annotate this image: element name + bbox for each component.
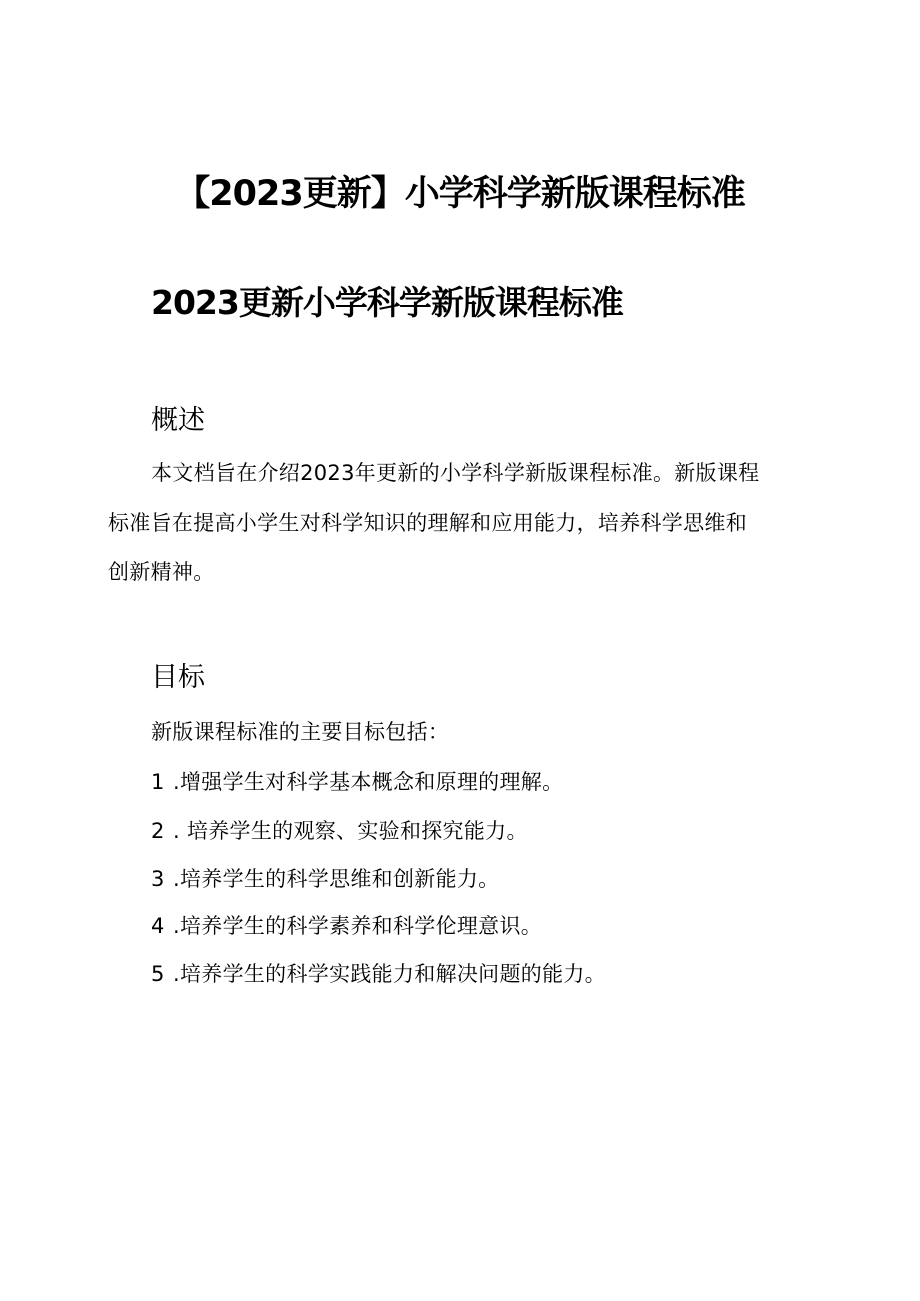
goal-text: .培养学生的科学素养和科学伦理意识。 xyxy=(173,914,543,938)
goal-number: 1 xyxy=(151,770,165,794)
goal-list-item xyxy=(151,863,499,895)
overview-heading: 概述 xyxy=(151,405,205,436)
goal-list-item xyxy=(151,766,563,798)
goal-text: .培养学生的科学思维和创新能力。 xyxy=(173,867,500,891)
document-subtitle: 2023更新小学科学新版课程标准 xyxy=(151,283,623,322)
goal-list-item xyxy=(151,910,542,942)
overview-paragraph-line: 标准旨在提高小学生对科学知识的理解和应用能力，培养科学思维和 xyxy=(108,511,747,535)
goal-text: .增强学生对科学基本概念和原理的理解。 xyxy=(173,770,564,794)
goal-number: 5 xyxy=(151,962,165,986)
goals-heading: 目标 xyxy=(151,662,205,693)
goal-number: 2 xyxy=(151,819,165,843)
goal-list-item xyxy=(151,958,606,990)
goals-intro: 新版课程标准的主要目标包括： xyxy=(151,720,450,744)
goal-number: 4 xyxy=(151,914,165,938)
goal-number: 3 xyxy=(151,867,165,891)
overview-paragraph-line: 本文档旨在介绍2023年更新的小学科学新版课程标准。新版课程 xyxy=(151,461,760,485)
overview-paragraph-line: 创新精神。 xyxy=(108,560,215,584)
goal-text: . 培养学生的观察、实验和探究能力。 xyxy=(173,819,528,843)
goal-text: .培养学生的科学实践能力和解决问题的能力。 xyxy=(173,962,606,986)
document-title: 【2023更新】小学科学新版课程标准 xyxy=(175,174,745,214)
goal-list-item xyxy=(151,815,528,847)
